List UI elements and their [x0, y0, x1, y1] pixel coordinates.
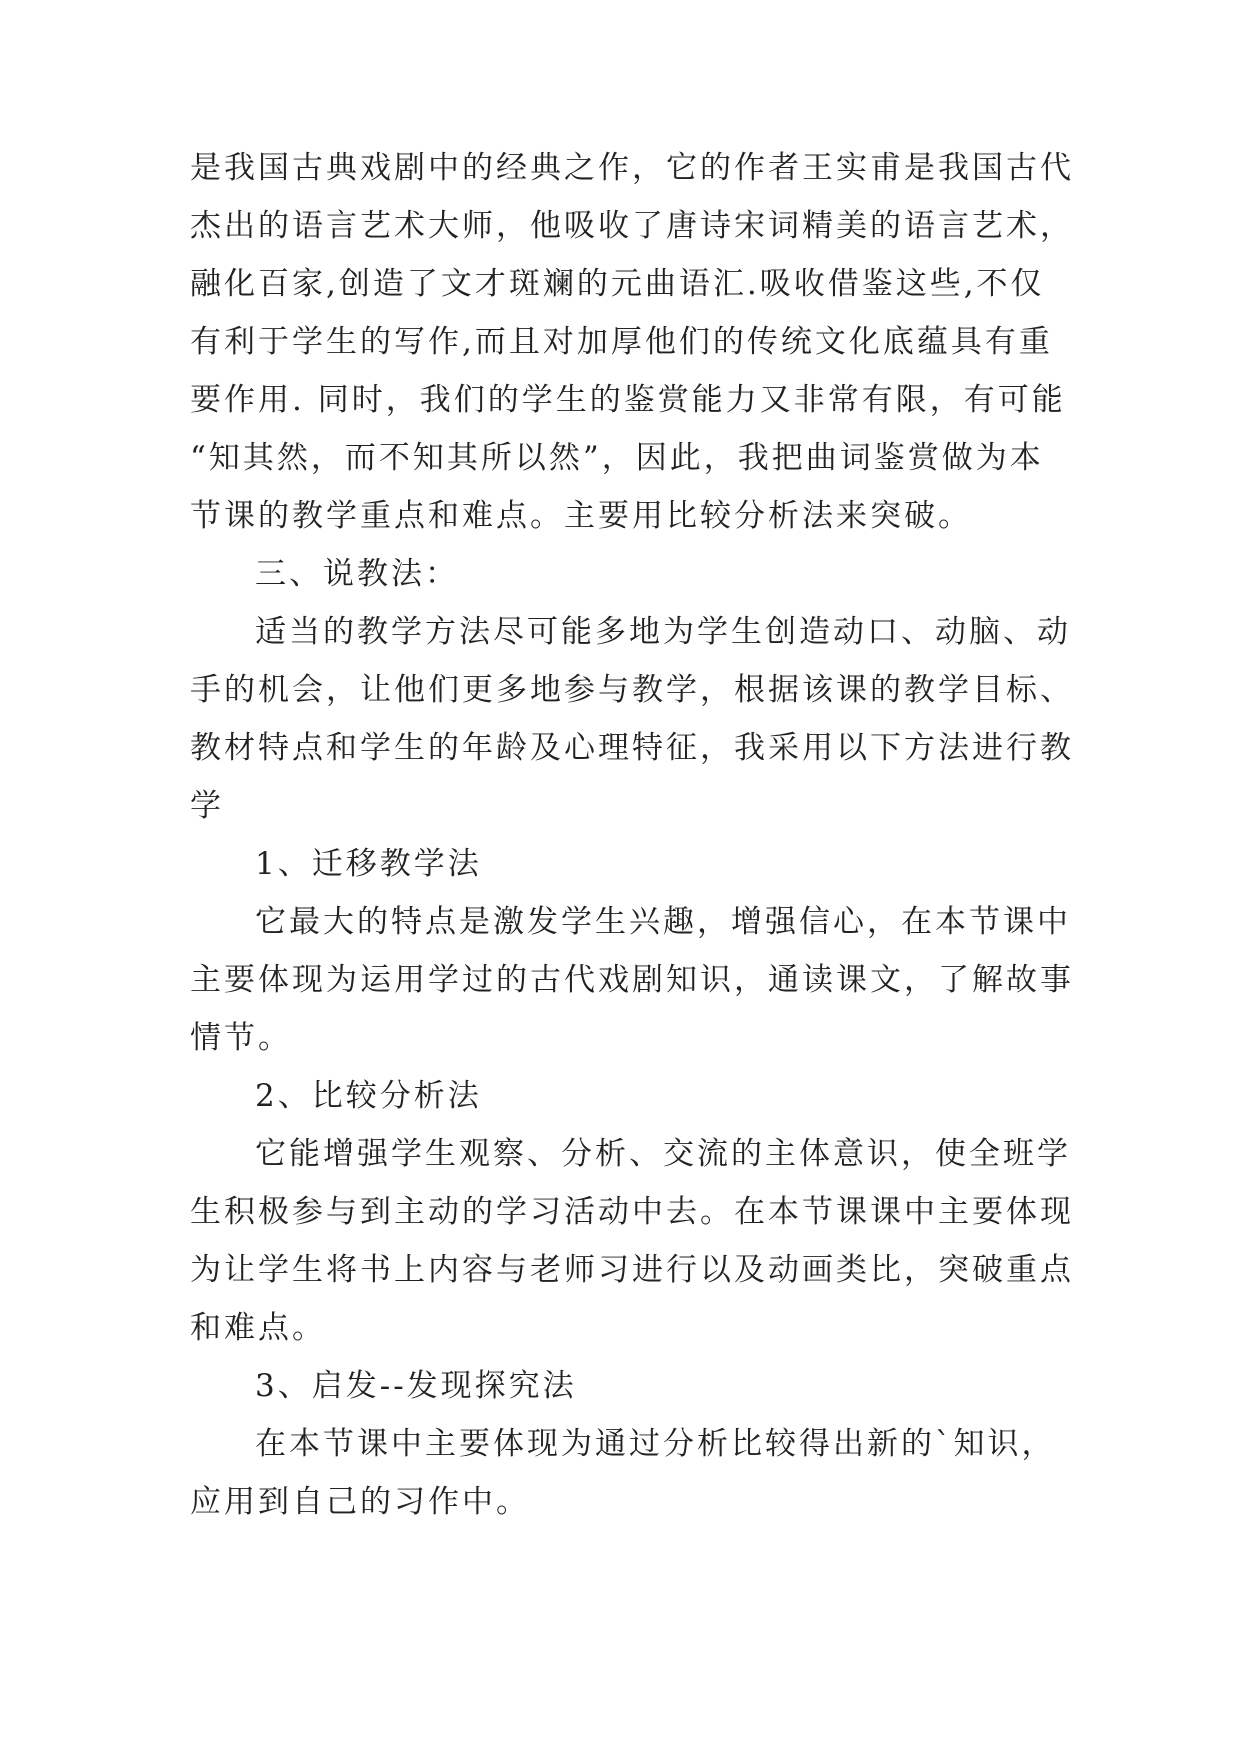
- text-line: 它最大的特点是激发学生兴趣，增强信心，在本节课中: [255, 904, 1071, 940]
- text-line: 在本节课中主要体现为通过分析比较得出新的`知识，: [255, 1426, 1056, 1462]
- text-line: 融化百家,创造了文才斑斓的元曲语汇.吸收借鉴这些,不仅: [190, 266, 1045, 302]
- text-line: 节课的教学重点和难点。主要用比较分析法来突破。: [190, 498, 972, 534]
- text-line: 生积极参与到主动的学习活动中去。在本节课课中主要体现: [190, 1194, 1074, 1230]
- text-line: 应用到自己的习作中。: [190, 1484, 530, 1520]
- text-line: 教材特点和学生的年龄及心理特征，我采用以下方法进行教: [190, 730, 1074, 766]
- text-line: 它能增强学生观察、分析、交流的主体意识，使全班学: [255, 1136, 1071, 1172]
- text-line: 杰出的语言艺术大师，他吸收了唐诗宋词精美的语言艺术，: [190, 208, 1074, 244]
- section-heading: 三、说教法：: [255, 556, 459, 592]
- text-line: 是我国古典戏剧中的经典之作，它的作者王实甫是我国古代: [190, 150, 1074, 186]
- text-line: 学: [190, 788, 224, 824]
- text-line: 主要体现为运用学过的古代戏剧知识，通读课文，了解故事: [190, 962, 1074, 998]
- text-line: 手的机会，让他们更多地参与教学，根据该课的教学目标、: [190, 672, 1074, 708]
- subsection-heading: 1、迁移教学法: [255, 846, 482, 882]
- text-line: 情节。: [190, 1020, 292, 1056]
- subsection-heading: 3、启发--发现探究法: [255, 1368, 577, 1404]
- text-line: 和难点。: [190, 1310, 326, 1346]
- text-line: 有利于学生的写作,而且对加厚他们的传统文化底蕴具有重: [190, 324, 1053, 360]
- subsection-heading: 2、比较分析法: [255, 1078, 482, 1114]
- text-line: 要作用. 同时，我们的学生的鉴赏能力又非常有限，有可能: [190, 382, 1066, 418]
- text-line: 适当的教学方法尽可能多地为学生创造动口、动脑、动: [255, 614, 1071, 650]
- text-line: “知其然，而不知其所以然”，因此，我把曲词鉴赏做为本: [190, 440, 1044, 476]
- text-line: 为让学生将书上内容与老师习进行以及动画类比，突破重点: [190, 1252, 1074, 1288]
